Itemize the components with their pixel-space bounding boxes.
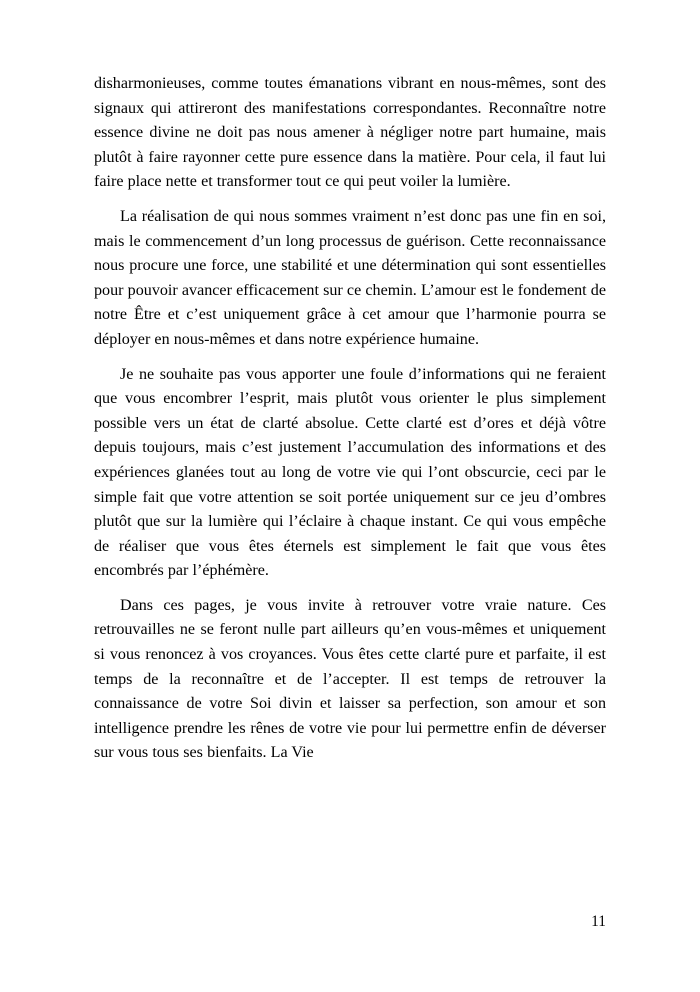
body-text-block (94, 72, 606, 766)
body-paragraph-2: La réalisation de qui nous sommes vraiment n’est donc pas une fin en soi, mais le commencement d’un long processus de guérison. Cette reconnaissance nous procure une force, une stabilité et une détermination qui sont essentielles pour pouvoir avancer efficacement sur ce chemin. L’amour est le fondement de notre Être et c’est uniquement grâce à cet amour que l’harmonie pourra se déployer en nous-mêmes et dans notre expérience humaine. (94, 207, 606, 348)
page-number: 11 (591, 913, 606, 930)
body-paragraph-1: disharmonieuses, comme toutes émanations vibrant en nous-mêmes, sont des signaux qui attireront des manifestations correspondantes. Reconnaître notre essence divine ne doit pas nous amener à négliger notre part humaine, mais plutôt à faire rayonner cette pure essence dans la matière. Pour cela, il faut lui faire place nette et transformer tout ce qui peut voiler la lumière. (94, 75, 606, 191)
body-paragraph-3: Je ne souhaite pas vous apporter une foule d’informations qui ne feraient que vous encombrer l’esprit, mais plutôt vous orienter le plus simplement possible vers un état de clarté absolue. Cette clarté est d’ores et déjà vôtre depuis toujours, mais c’est justement l’accumulation des informations et des expériences glanées tout au long de votre vie qui l’ont obscurcie, ceci par le simple fait que votre attention se soit portée uniquement sur ce jeu d’ombres plutôt que sur la lumière qui l’éclaire à chaque instant. Ce qui vous empêche de réaliser que vous êtes éternels est simplement le fait que vous êtes encombrés par l’éphémère. (94, 365, 606, 580)
body-paragraph-4: Dans ces pages, je vous invite à retrouver votre vraie nature. Ces retrouvailles ne se feront nulle part ailleurs qu’en vous-mêmes et uniquement si vous renoncez à vos croyances. Vous êtes cette clarté pure et parfaite, il est temps de la reconnaître et de l’accepter. Il est temps de retrouver la connaissance de votre Soi divin et laisser sa perfection, son amour et son intelligence prendre les rênes de votre vie pour lui permettre enfin de déverser sur vous tous ses bienfaits. La Vie (94, 596, 606, 762)
